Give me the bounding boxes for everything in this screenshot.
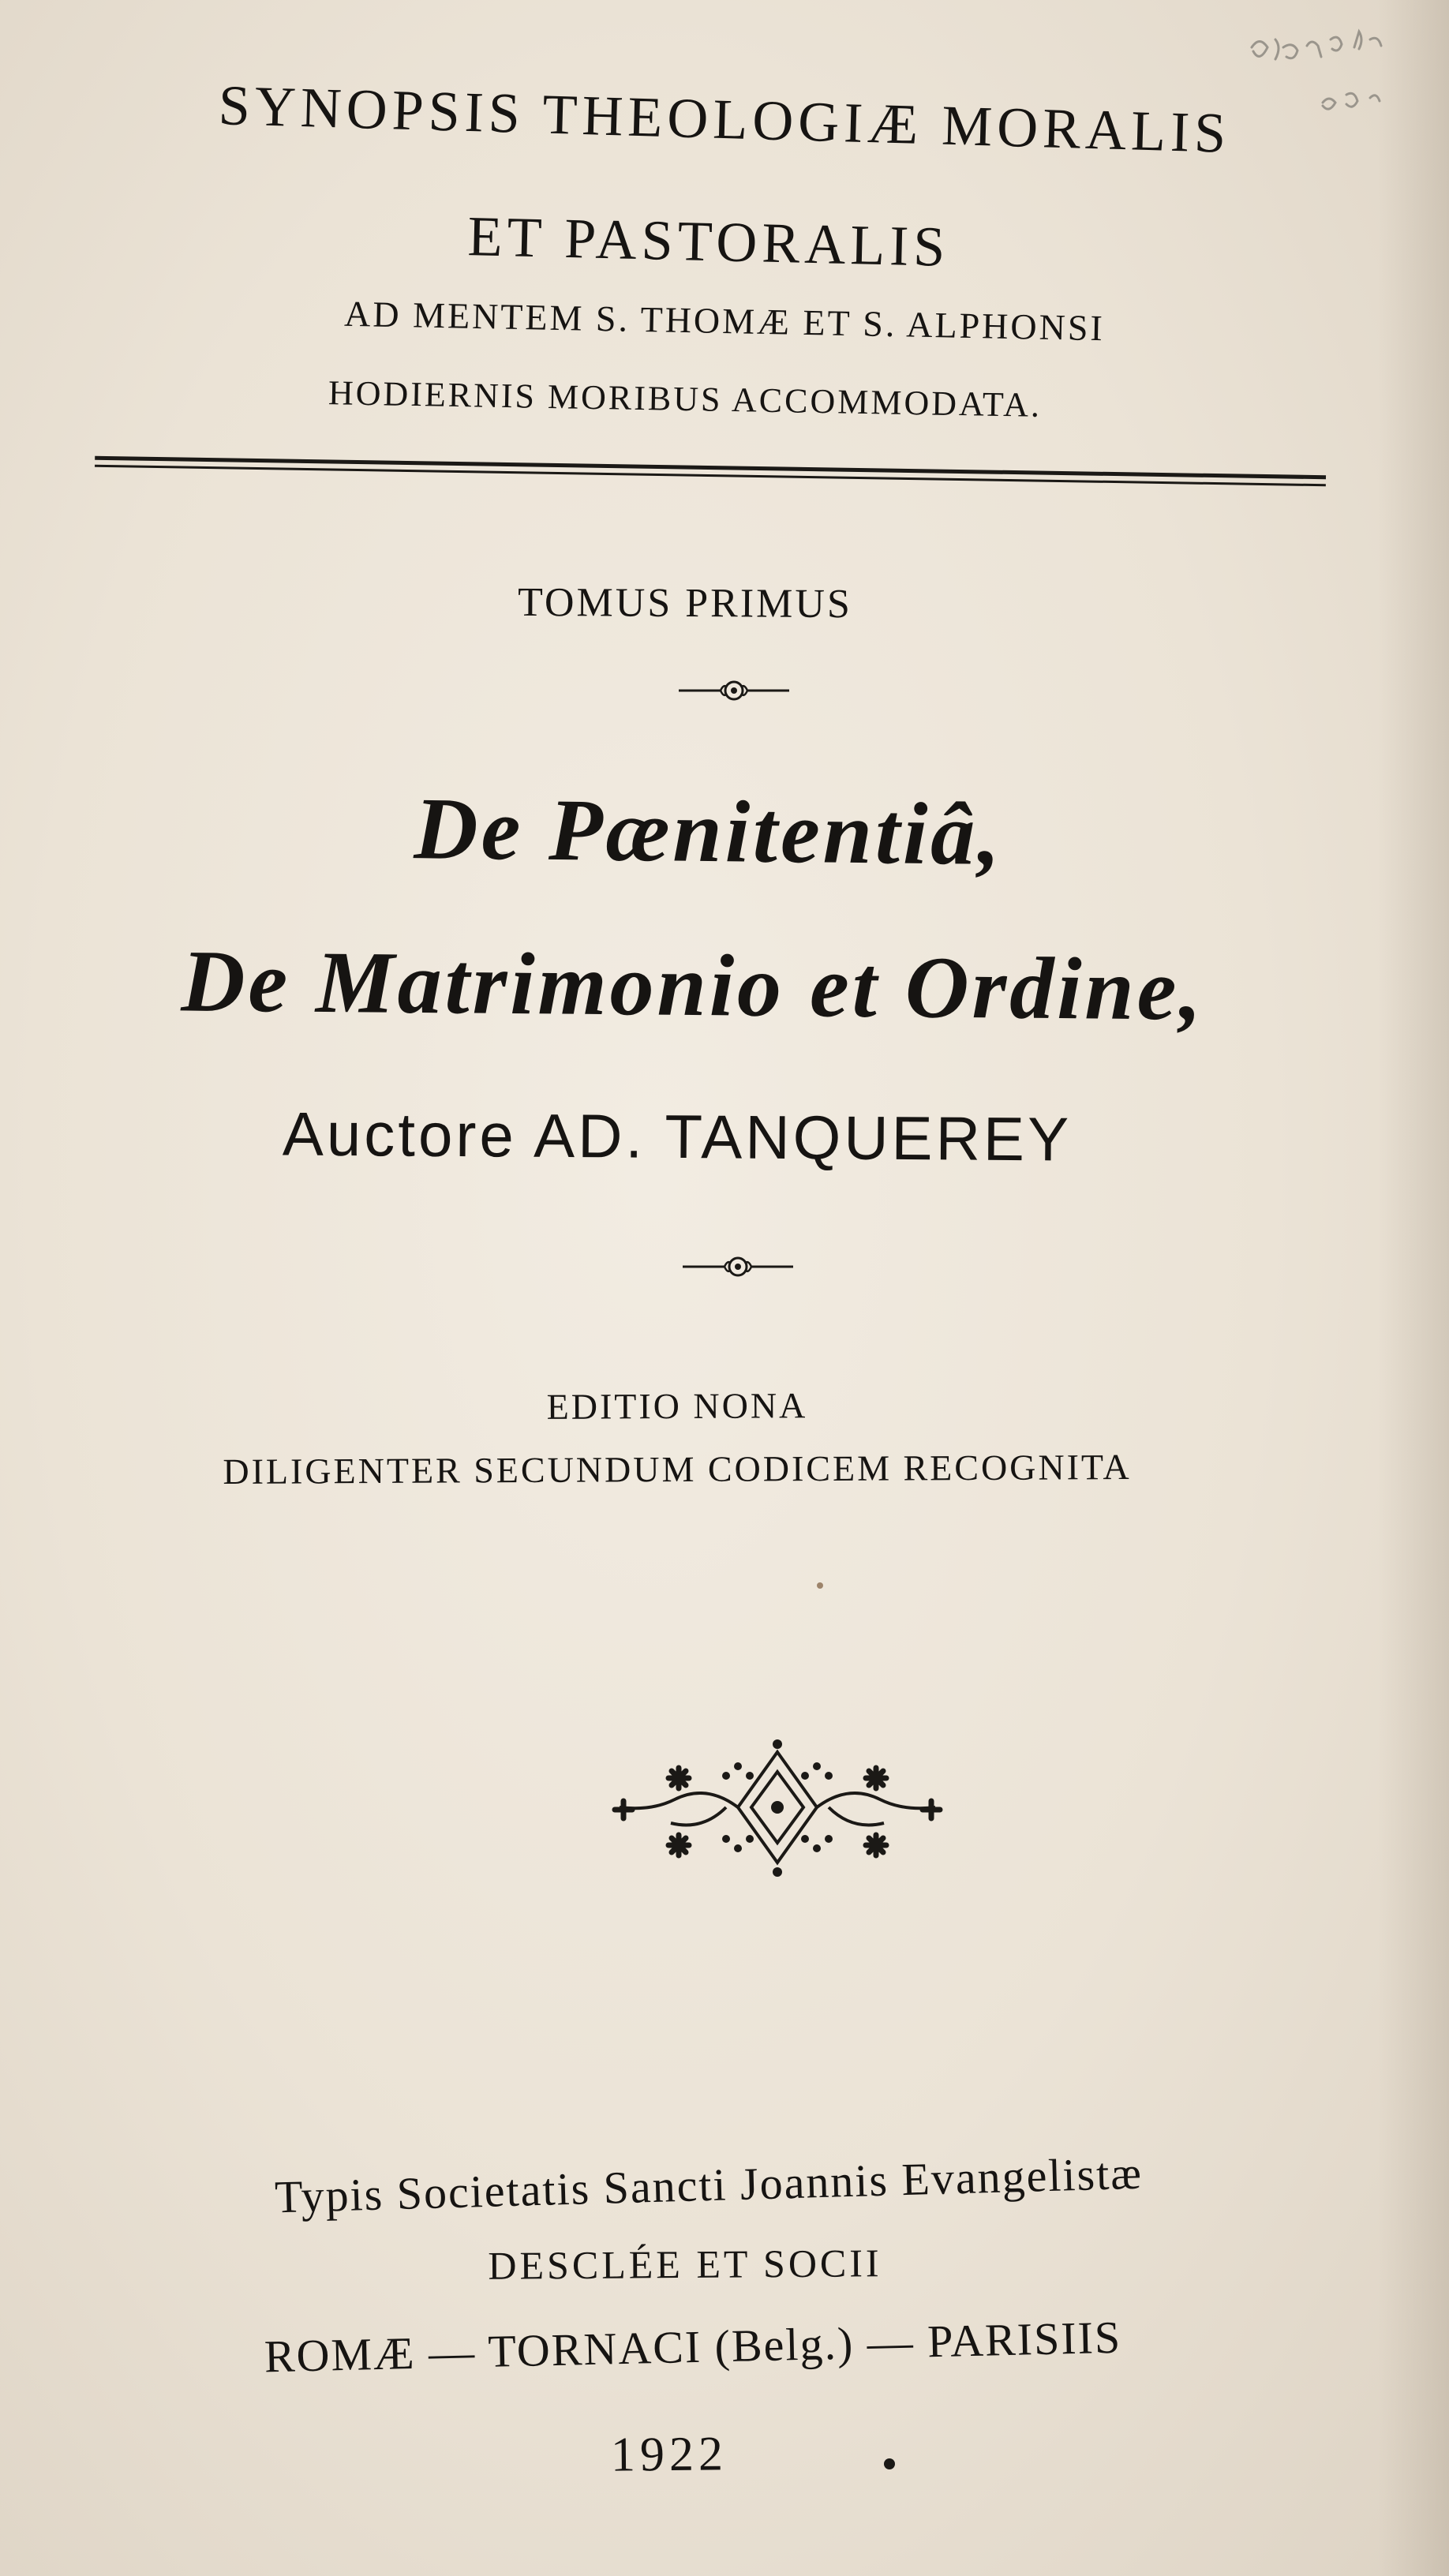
double-rule-divider: [95, 456, 1326, 492]
imprint-printer: Typis Societatis Sancti Joannis Evangelistæ: [274, 2147, 1144, 2223]
floral-ornament-icon: [600, 1728, 955, 1886]
work-title-line1: De Pænitentiâ,: [414, 780, 1004, 884]
imprint-year: 1922: [610, 2427, 728, 2482]
volume-label: TOMUS PRIMUS: [517, 579, 853, 627]
year-dot: [884, 2458, 895, 2469]
small-fleuron-icon: [679, 1251, 797, 1282]
edition-note: DILIGENTER SECUNDUM CODICEM RECOGNITA: [223, 1446, 1132, 1492]
edition-line: EDITIO NONA: [546, 1385, 808, 1427]
author-line: Auctore AD. TANQUEREY: [282, 1099, 1073, 1174]
series-subtitle-line2: HODIERNIS MORIBUS ACCOMMODATA.: [328, 373, 1043, 425]
series-subtitle-line1: AD MENTEM S. THOMÆ ET S. ALPHONSI: [343, 293, 1106, 349]
series-title-line2: ET PASTORALIS: [466, 204, 951, 279]
imprint-publisher: DESCLÉE ET SOCII: [488, 2241, 882, 2288]
work-title-line2: De Matrimonio et Ordine,: [181, 932, 1205, 1039]
small-fleuron-icon: [675, 675, 793, 706]
imprint-places: ROMÆ — TORNACI (Belg.) — PARISIIS: [264, 2311, 1122, 2383]
paper-speck: [817, 1582, 823, 1589]
series-title-line1: SYNOPSIS THEOLOGIÆ MORALIS: [217, 73, 1232, 165]
